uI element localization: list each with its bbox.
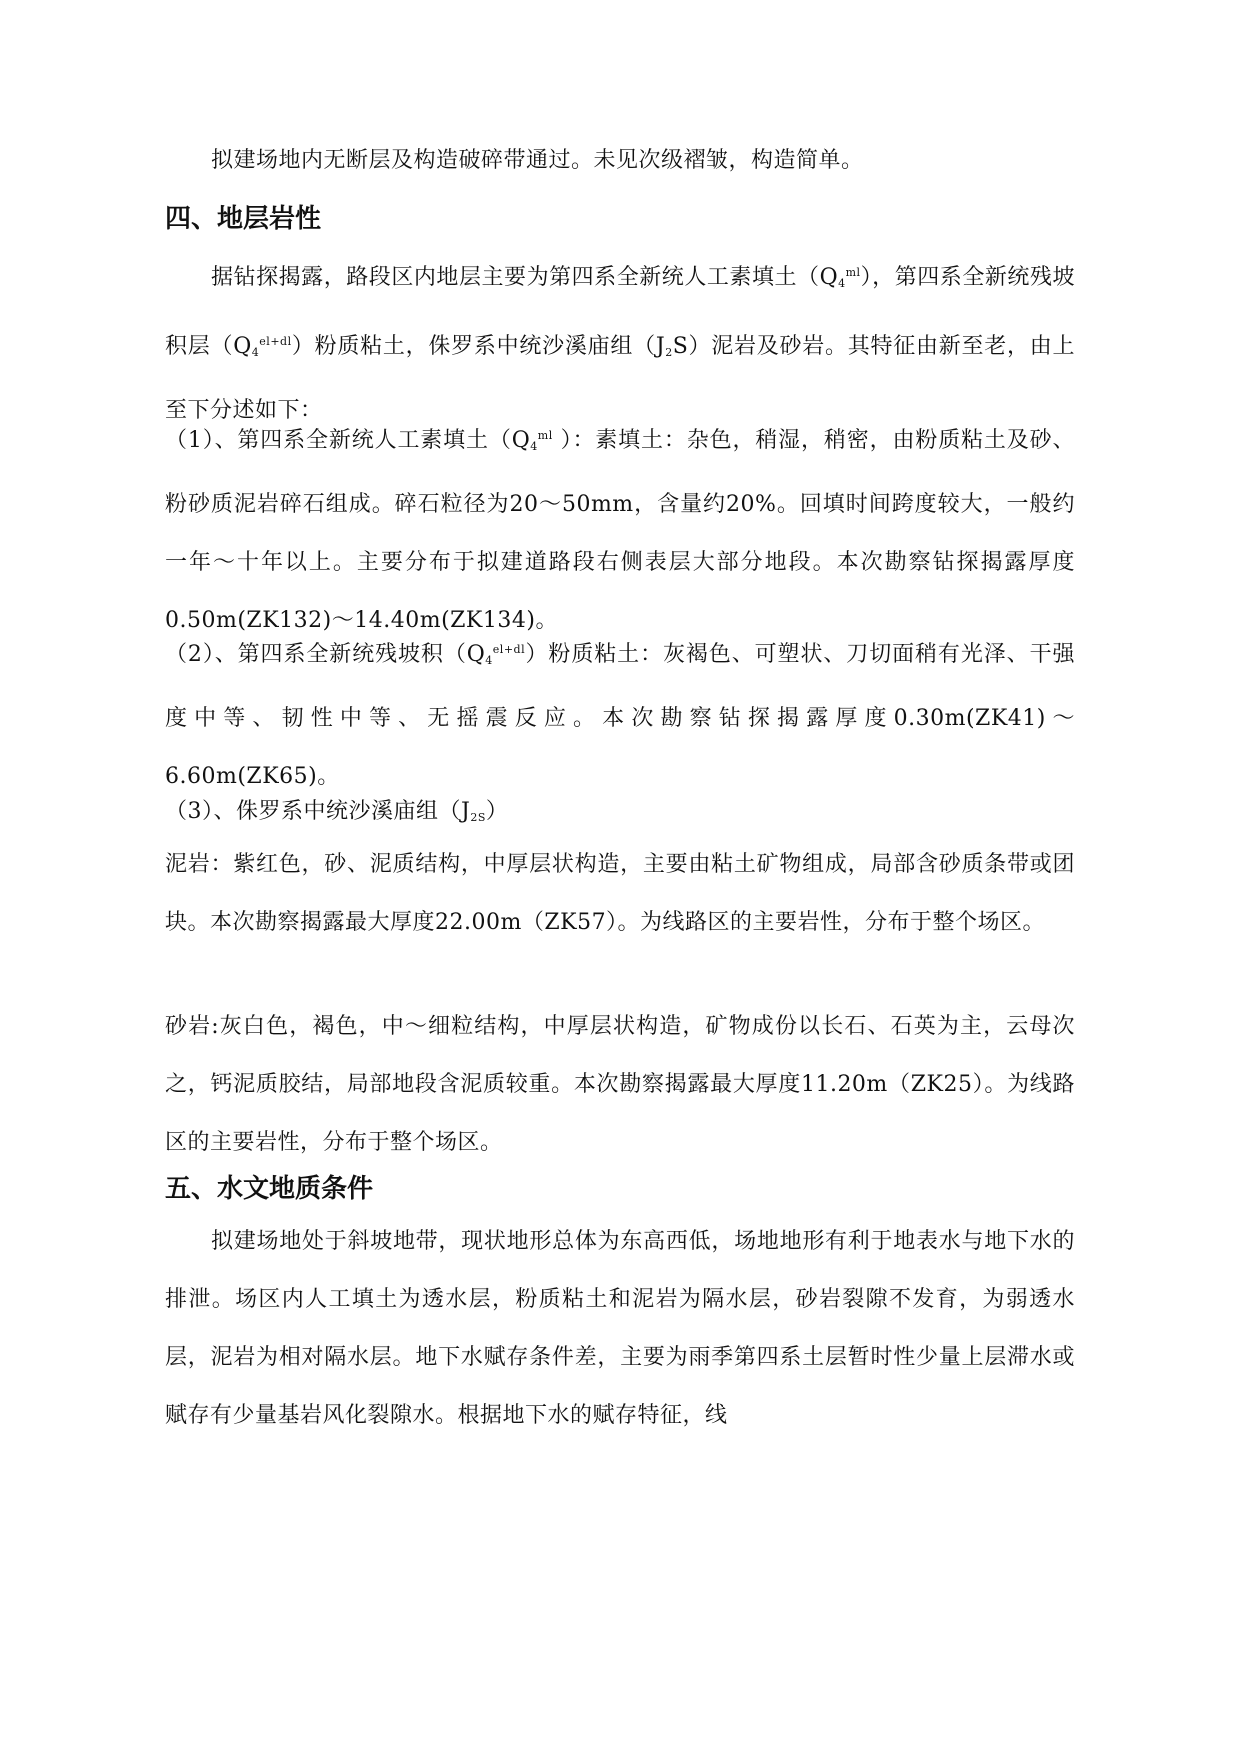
paragraph-sandstone: 砂岩:灰白色，褐色，中～细粒结构，中厚层状构造，矿物成份以长石、石英为主，云母次之，钙泥质胶结，局部地段含泥质较重。本次勘察揭露最大厚度11.20m（ZK25）。为线路区的主要岩性，分布于整个场区。	[165, 1014, 1075, 1155]
heading-strata-lithology: 四、地层岩性	[165, 204, 322, 234]
heading-hydrogeology: 五、水文地质条件	[165, 1174, 374, 1204]
paragraph-mudstone: 泥岩：紫红色，砂、泥质结构，中厚层状构造，主要由粘土矿物组成，局部含砂质条带或团块。本次勘察揭露最大厚度22.00m（ZK57）。为线路区的主要岩性，分布于整个场区。	[165, 852, 1075, 935]
paragraph-hydrogeology: 拟建场地处于斜坡地带，现状地形总体为东高西低，场地地形有利于地表水与地下水的排泄。场区内人工填土为透水层，粉质粘土和泥岩为隔水层，砂岩裂隙不发育，为弱透水层，泥岩为相对隔水层。地下水赋存条件差，主要为雨季第四系土层暂时性少量上层滞水或赋存有少量基岩风化裂隙水。根据地下水的赋存特征，线	[165, 1229, 1075, 1428]
paragraph-silty-clay: （2）、第四系全新统残坡积$(Q_4^{el+dl})$粉质粘土：灰褐色、可塑状、刀切面稍有光泽、干强度中等、韧性中等、无摇震反应。本次勘察钻探揭露厚度0.30m(ZK41)～6.60m(ZK65)。	[165, 642, 1075, 789]
paragraph-jurassic-heading: （3）、侏罗系中统沙溪庙组$(J_{2S})$	[165, 799, 509, 824]
paragraph-strata-intro: 据钻探揭露，路段区内地层主要为第四系全新统人工素填土$(Q_4^{ml})$，第四系全新统残坡积层$(Q_4^{el+dl})$粉质粘土，侏罗系中统沙溪庙组$(J_2S)$泥岩及砂岩。其特征由新至老，由上至下分述如下：	[165, 265, 1076, 423]
paragraph-structure: 拟建场地内无断层及构造破碎带通过。未见次级褶皱，构造简单。	[211, 148, 864, 173]
paragraph-fill-soil: （1）、第四系全新统人工素填土（$Q_4^{ml}$ ）：素填土：杂色，稍湿，稍密，由粉质粘土及砂、粉砂质泥岩碎石组成。碎石粒径为20～50mm，含量约20%。回填时间跨度较大，一般约一年～十年以上。主要分布于拟建道路段右侧表层大部分地段。本次勘察钻探揭露厚度0.50m(ZK132)～14.40m(ZK134)。	[165, 428, 1075, 633]
